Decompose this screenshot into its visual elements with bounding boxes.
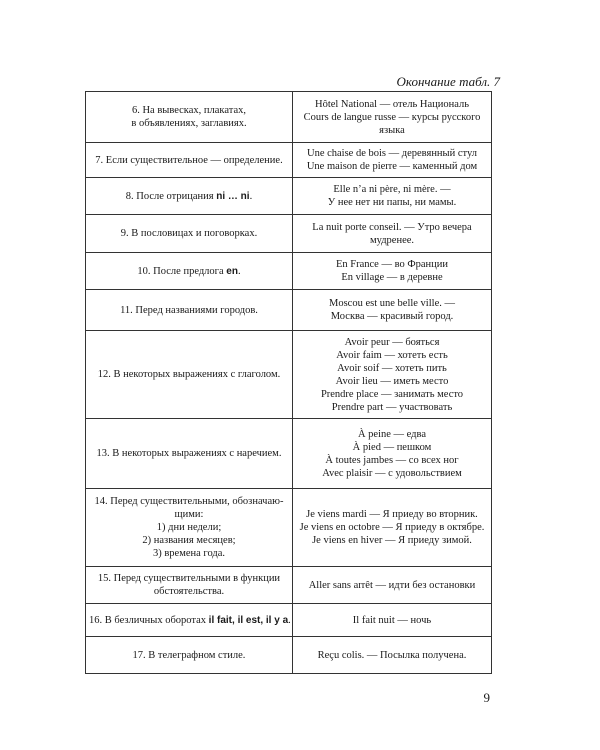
rule-text: 16. В безличных оборотах — [89, 614, 209, 626]
rule-line — [89, 227, 289, 240]
table-row — [86, 604, 492, 637]
rule-text: 12. В некоторых выражениях с глаголом. — [97, 369, 281, 380]
example-line: мудренее. — [369, 234, 415, 246]
example-cell — [293, 215, 492, 253]
table-row — [86, 489, 492, 567]
rule-text: 7. Если существительное — определение. — [95, 154, 283, 166]
example-line: La nuit porte conseil. — Утро вечера — [312, 221, 472, 233]
example-line: Avec plaisir — с удовольствием — [322, 467, 462, 479]
rule-cell — [86, 253, 293, 290]
example-line: Avoir faim — хотеть есть — [336, 349, 448, 361]
example-line: En France — во Франции — [335, 259, 449, 270]
rule-line — [89, 649, 289, 662]
rule-line — [89, 547, 289, 560]
rule-cell — [86, 143, 293, 178]
table-caption: Окончание табл. 7 — [396, 74, 500, 89]
example-cell — [293, 489, 492, 567]
rule-text: 2) названия месяцев; — [142, 535, 236, 546]
example-line: Reçu colis. — Посылка получена. — [317, 649, 467, 661]
example-line: Prendre part — участвовать — [331, 401, 453, 413]
rule-text: 13. В некоторых выражениях с наречием. — [96, 448, 282, 459]
example-line: Avoir lieu — иметь место — [335, 375, 449, 387]
rule-keyword: il fait, il est, il y a — [208, 614, 289, 626]
rule-cell — [86, 489, 293, 567]
example-cell — [293, 92, 492, 143]
rule-cell — [86, 331, 293, 419]
rule-line — [89, 495, 289, 508]
rule-line — [89, 614, 289, 627]
rule-text: обстоятельства. — [153, 586, 225, 597]
example-cell — [293, 178, 492, 215]
example-cell — [293, 290, 492, 331]
rule-cell — [86, 637, 293, 674]
example-line: Je viens en octobre — Я приеду в октябре. — [299, 522, 485, 533]
example-line: Prendre place — занимать место — [320, 388, 464, 400]
example-line: Cours de langue russe — курсы русского — [303, 111, 481, 123]
example-line: En village — в деревне — [341, 272, 443, 283]
table-row — [86, 331, 492, 419]
example-cell — [293, 331, 492, 419]
rule-line — [89, 117, 289, 130]
example-line: Москва — красивый город. — [330, 311, 454, 322]
example-cell — [293, 143, 492, 178]
rule-text: 3) времена года. — [152, 548, 226, 559]
table-row — [86, 253, 492, 290]
rule-text: 11. Перед названиями городов. — [120, 304, 258, 316]
rule-text: щими: — [174, 509, 204, 520]
rule-line — [89, 521, 289, 534]
rule-keyword: en — [226, 265, 238, 277]
page-number: 9 — [483, 690, 490, 705]
rule-line — [89, 304, 289, 317]
example-cell — [293, 419, 492, 489]
rule-text: . — [237, 265, 241, 277]
example-cell — [293, 604, 492, 637]
rules-table — [85, 91, 492, 674]
example-line: У нее нет ни папы, ни мамы. — [327, 197, 457, 208]
table-row — [86, 178, 492, 215]
rule-text: 9. В пословицах и поговорках. — [120, 228, 258, 239]
example-line: Moscou est une belle ville. — — [329, 298, 455, 309]
table-row — [86, 567, 492, 604]
example-cell — [293, 253, 492, 290]
rule-text: 6. На вывесках, плакатах, — [131, 105, 247, 116]
rule-line — [89, 265, 289, 278]
rule-line — [89, 572, 289, 585]
rule-line — [89, 585, 289, 598]
rule-text: 17. В телеграфном стиле. — [132, 649, 246, 661]
rule-line — [89, 508, 289, 521]
example-line: Une maison de pierre — каменный дом — [306, 161, 478, 172]
rule-cell — [86, 92, 293, 143]
rule-line — [89, 368, 289, 381]
rule-cell — [86, 178, 293, 215]
example-line: Aller sans arrêt — идти без остановки — [308, 579, 476, 591]
rule-line — [89, 154, 289, 167]
example-line: À pied — пешком — [352, 441, 432, 453]
rule-text: 14. Перед существительными, обозначаю- — [94, 496, 284, 507]
example-line: À toutes jambes — со всех ног — [325, 454, 459, 466]
example-line: Je viens mardi — Я приеду во вторник. — [306, 509, 478, 520]
example-line: языка — [379, 124, 405, 136]
rule-text: 15. Перед существительными в функции — [97, 573, 281, 584]
table-row — [86, 143, 492, 178]
example-line: Avoir peur — бояться — [344, 336, 440, 348]
example-line: Une chaise de bois — деревянный стул — [306, 148, 477, 159]
table-row — [86, 419, 492, 489]
rule-line — [89, 447, 289, 460]
rule-text: . — [249, 190, 253, 202]
example-line: À peine — едва — [357, 428, 427, 440]
rule-text: 8. После отрицания — [125, 190, 217, 202]
rule-cell — [86, 419, 293, 489]
rule-line — [89, 104, 289, 117]
rule-text: в объявлениях, заглавиях. — [131, 118, 247, 129]
example-line: Elle n’a ni père, ni mère. — — [333, 184, 451, 195]
example-line: Hôtel National — отель Националь — [314, 98, 469, 110]
example-line: Avoir soif — хотеть пить — [337, 362, 447, 374]
table-row — [86, 215, 492, 253]
rule-text: 1) дни недели; — [156, 522, 222, 533]
rule-keyword: ni … ni — [216, 190, 250, 202]
rule-cell — [86, 290, 293, 331]
example-line: Il fait nuit — ночь — [352, 614, 432, 626]
rule-line — [89, 190, 289, 203]
table-row — [86, 92, 492, 143]
rule-cell — [86, 215, 293, 253]
example-cell — [293, 637, 492, 674]
rule-text: . — [288, 614, 291, 626]
rule-line — [89, 534, 289, 547]
rule-cell — [86, 567, 293, 604]
table-row — [86, 290, 492, 331]
rule-text: 10. После предлога — [137, 265, 227, 277]
example-line: Je viens en hiver — Я приеду зимой. — [312, 535, 472, 546]
rule-cell — [86, 604, 293, 637]
example-cell — [293, 567, 492, 604]
table-row — [86, 637, 492, 674]
